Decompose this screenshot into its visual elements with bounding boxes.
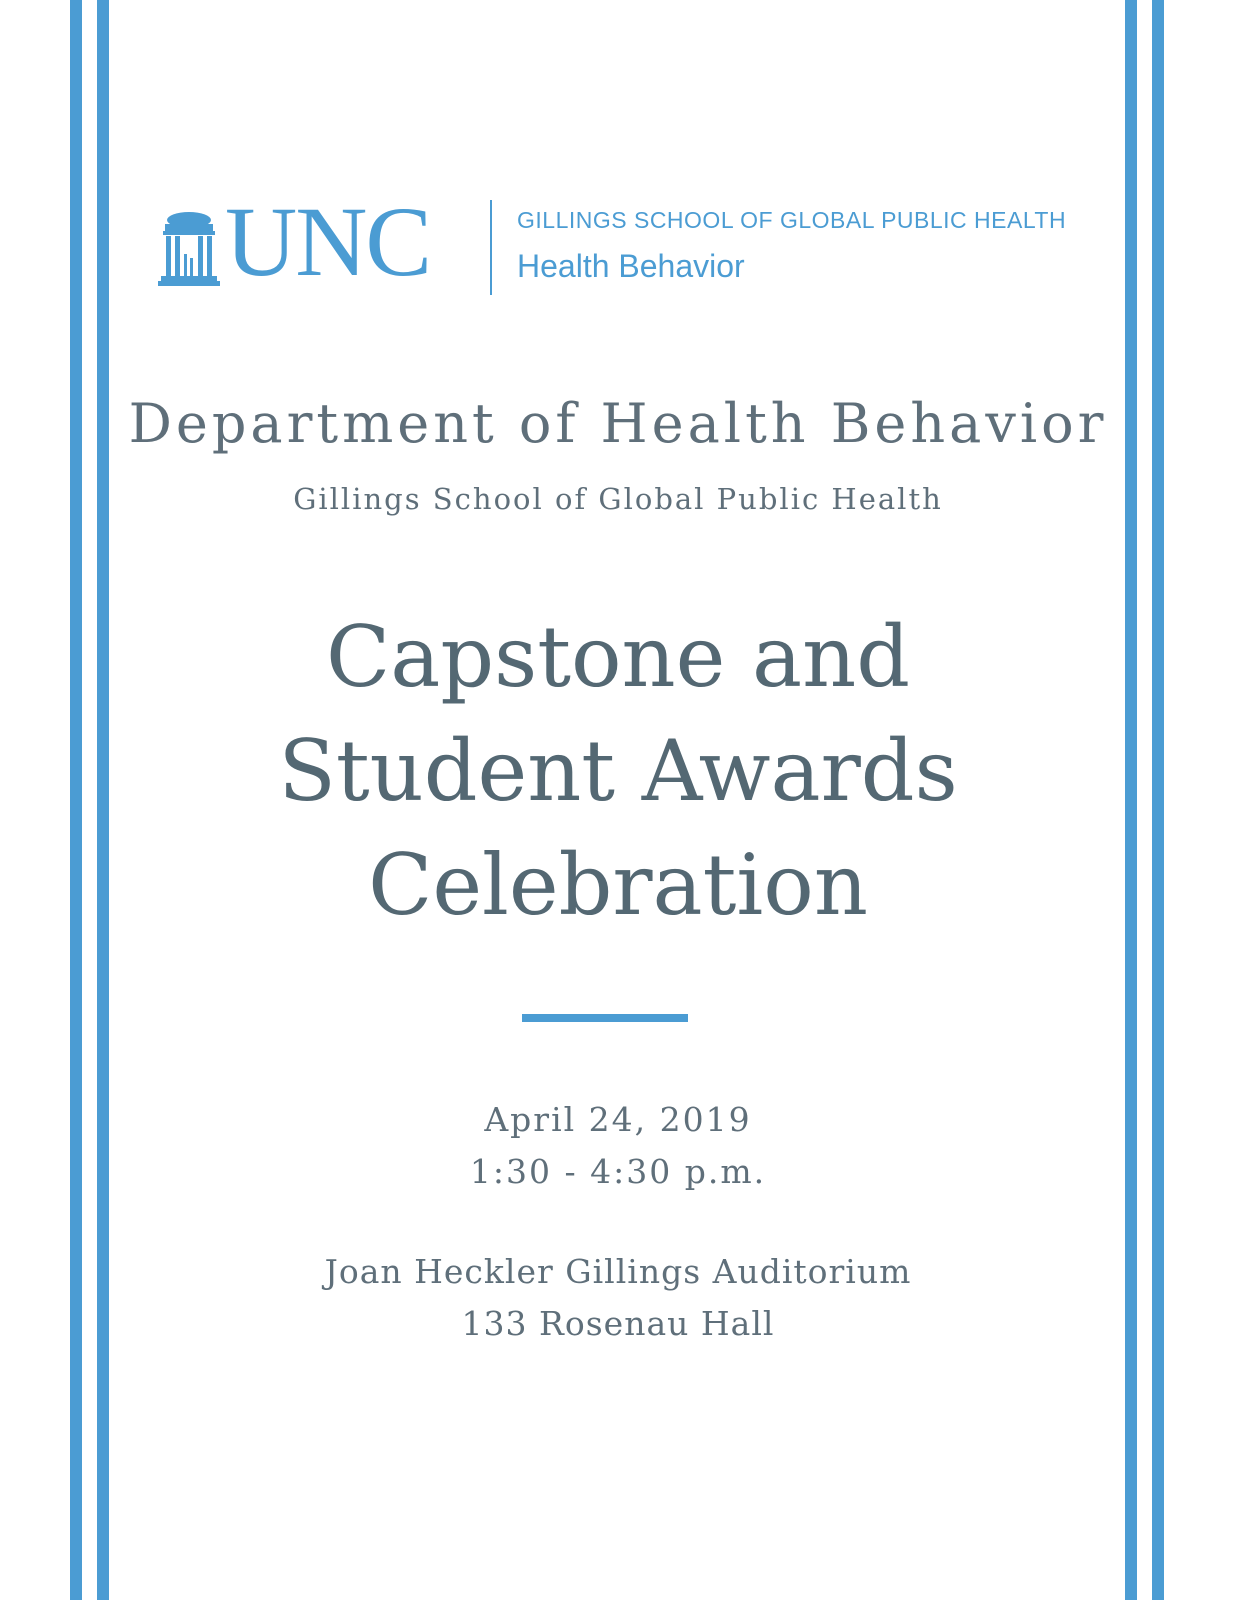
unc-wordmark: UNC [225, 186, 431, 297]
logo-department-name: Health Behavior [517, 248, 745, 284]
old-well-icon [157, 210, 221, 286]
logo-school-name: GILLINGS SCHOOL OF GLOBAL PUBLIC HEALTH [517, 207, 1067, 233]
department-title: Department of Health Behavior [128, 392, 1108, 455]
event-location [0, 1246, 1236, 1350]
event-datetime [0, 1094, 1236, 1198]
event-time: 1:30 - 4:30 p.m. [469, 1152, 767, 1191]
event-date: April 24, 2019 [484, 1100, 752, 1139]
event-title-line-1: Capstone and [325, 608, 911, 706]
logo-divider [490, 200, 492, 295]
event-title-line-3: Celebration [368, 836, 868, 934]
event-title [0, 600, 1236, 942]
event-title-line-2: Student Awards [278, 722, 958, 820]
unc-logo [157, 186, 1077, 300]
accent-divider [522, 1014, 688, 1022]
school-subtitle: Gillings School of Global Public Health [293, 482, 943, 516]
event-venue: Joan Heckler Gillings Auditorium [324, 1252, 912, 1291]
event-room: 133 Rosenau Hall [461, 1304, 775, 1343]
